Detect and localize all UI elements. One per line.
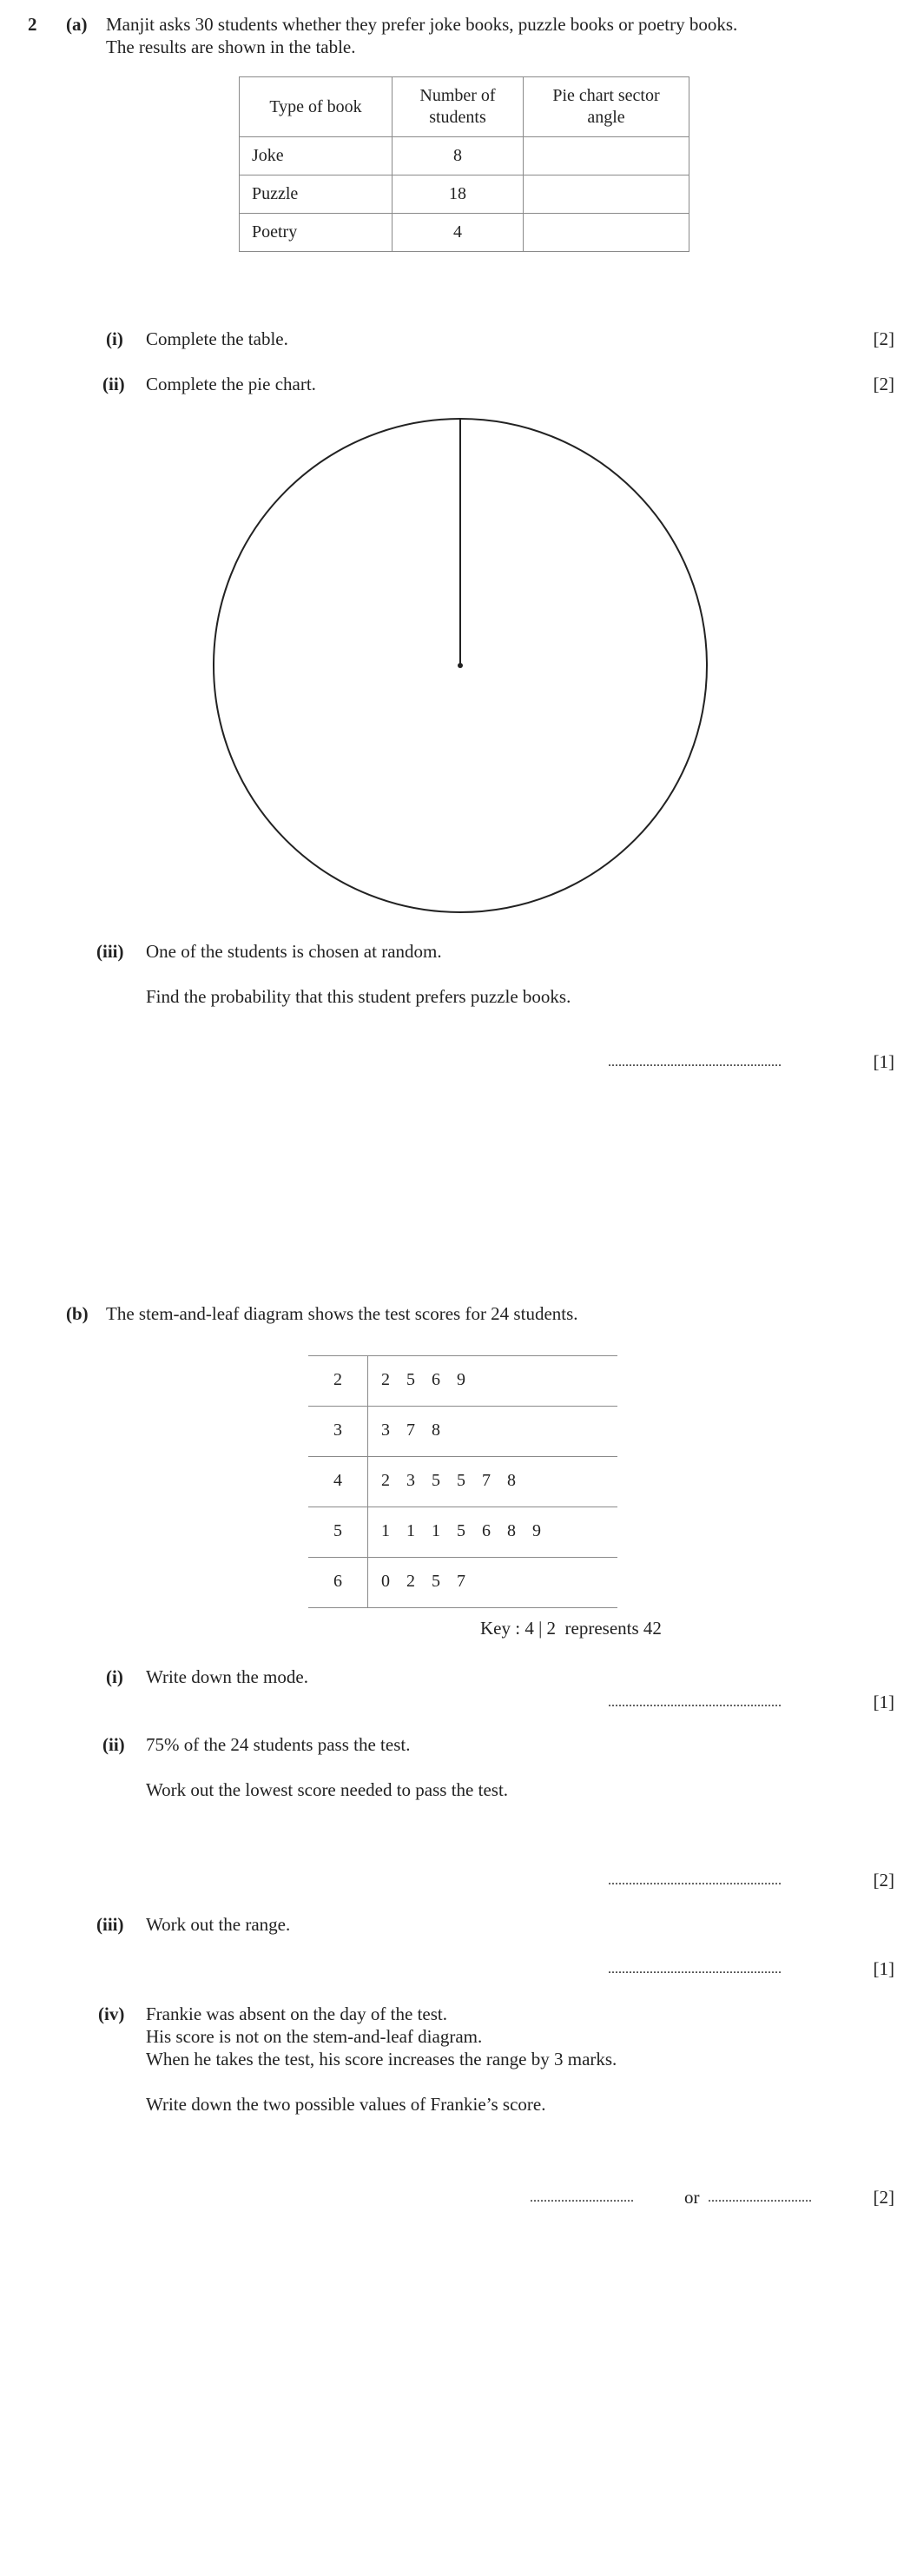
table-row (240, 175, 689, 214)
row-count: 8 (393, 137, 524, 175)
part-a-i-marks: [2] (873, 328, 894, 349)
stem-divider (367, 1457, 368, 1507)
part-b-ii-answer-line[interactable]: .................................................. (608, 1873, 782, 1888)
part-b-ii-marks: [2] (873, 1870, 894, 1891)
header-number-line1: Number of (419, 86, 496, 105)
pie-center-dot (458, 663, 463, 668)
part-a-iii-answer-line[interactable]: .................................................. (608, 1055, 782, 1069)
stem-leaf-row (308, 1557, 617, 1608)
part-a-i-text: Complete the table. (146, 328, 288, 349)
stem-value: 5 (333, 1521, 342, 1540)
header-number-of-students (393, 77, 524, 137)
stem-leaf-key: Key : 4 | 2 represents 42 (480, 1618, 662, 1639)
header-number-line2: students (429, 108, 486, 127)
part-a-iii-text: One of the students is chosen at random. (146, 941, 442, 962)
stem-and-leaf-diagram (308, 1355, 617, 1608)
stem-value: 4 (333, 1471, 342, 1490)
part-b-i-label: (i) (106, 1666, 123, 1687)
part-a-ii-text: Complete the pie chart. (146, 374, 316, 394)
stem-value: 3 (333, 1420, 342, 1440)
row-count: 18 (393, 175, 524, 214)
part-a-intro-line1: Manjit asks 30 students whether they prefer joke books, puzzle books or poetry books. (106, 14, 738, 35)
row-type: Joke (240, 137, 393, 175)
table-row (240, 214, 689, 252)
part-b-iv-label: (iv) (98, 2003, 125, 2024)
row-angle-answer-cell[interactable] (524, 175, 689, 214)
part-b-iv-answer-right[interactable]: .............................. (708, 2190, 812, 2205)
part-b-ii-text: 75% of the 24 students pass the test. (146, 1734, 411, 1755)
part-b-iii-marks: [1] (873, 1958, 894, 1979)
part-a-ii-marks: [2] (873, 374, 894, 394)
part-b-iii-text: Work out the range. (146, 1914, 291, 1935)
part-b-iv-line3: When he takes the test, his score increases the range by 3 marks. (146, 2049, 617, 2069)
part-b-iv-line4: Write down the two possible values of Frankie’s score. (146, 2094, 546, 2115)
row-angle-answer-cell[interactable] (524, 137, 689, 175)
part-b-iv-marks: [2] (873, 2187, 894, 2208)
part-a-iii-marks: [1] (873, 1051, 894, 1072)
leaf-values: 1 1 1 5 6 8 9 (381, 1521, 541, 1540)
part-b-iv-or: or (684, 2187, 700, 2208)
part-b-i-answer-line[interactable]: .................................................. (608, 1695, 782, 1710)
part-b-iii-answer-line[interactable]: .................................................. (608, 1962, 782, 1977)
row-angle-answer-cell[interactable] (524, 214, 689, 252)
leaf-values: 2 3 5 5 7 8 (381, 1471, 516, 1490)
part-a-ii-label: (ii) (102, 374, 125, 394)
stem-leaf-row (308, 1507, 617, 1557)
part-a-intro-line2: The results are shown in the table. (106, 36, 356, 57)
part-a-iii-label: (iii) (96, 941, 124, 962)
leaf-values: 3 7 8 (381, 1420, 440, 1440)
part-b-iii-label: (iii) (96, 1914, 124, 1935)
part-a-iii-text2: Find the probability that this student prefers puzzle books. (146, 986, 571, 1007)
header-sector-angle (524, 77, 689, 137)
stem-divider (367, 1507, 368, 1557)
part-b-iv-answer-left[interactable]: .............................. (530, 2190, 634, 2205)
part-b-i-marks: [1] (873, 1692, 894, 1712)
row-count: 4 (393, 214, 524, 252)
table-row (240, 137, 689, 175)
part-b-i-text: Write down the mode. (146, 1666, 308, 1687)
part-b-ii-label: (ii) (102, 1734, 125, 1755)
header-type-of-book: Type of book (240, 77, 393, 137)
stem-leaf-row (308, 1456, 617, 1507)
stem-leaf-row (308, 1406, 617, 1456)
stem-value: 2 (333, 1370, 342, 1389)
part-a-label: (a) (66, 14, 88, 35)
stem-divider (367, 1356, 368, 1406)
book-preference-table (239, 76, 689, 252)
pie-chart-outline[interactable] (212, 417, 709, 914)
part-b-label: (b) (66, 1303, 89, 1324)
stem-leaf-row (308, 1355, 617, 1406)
part-b-iv-line2: His score is not on the stem-and-leaf diagram. (146, 2026, 483, 2047)
part-a-i-label: (i) (106, 328, 123, 349)
leaf-values: 0 2 5 7 (381, 1572, 465, 1591)
part-b-ii-text2: Work out the lowest score needed to pass the test. (146, 1779, 509, 1800)
part-b-iv-line1: Frankie was absent on the day of the test. (146, 2003, 447, 2024)
stem-divider (367, 1558, 368, 1607)
stem-divider (367, 1407, 368, 1456)
stem-value: 6 (333, 1572, 342, 1591)
header-angle-line1: Pie chart sector (552, 86, 660, 105)
row-type: Puzzle (240, 175, 393, 214)
header-angle-line2: angle (587, 108, 625, 127)
question-number: 2 (28, 14, 37, 35)
part-b-intro: The stem-and-leaf diagram shows the test scores for 24 students. (106, 1303, 578, 1324)
row-type: Poetry (240, 214, 393, 252)
leaf-values: 2 5 6 9 (381, 1370, 465, 1389)
table-header-row (240, 77, 689, 137)
